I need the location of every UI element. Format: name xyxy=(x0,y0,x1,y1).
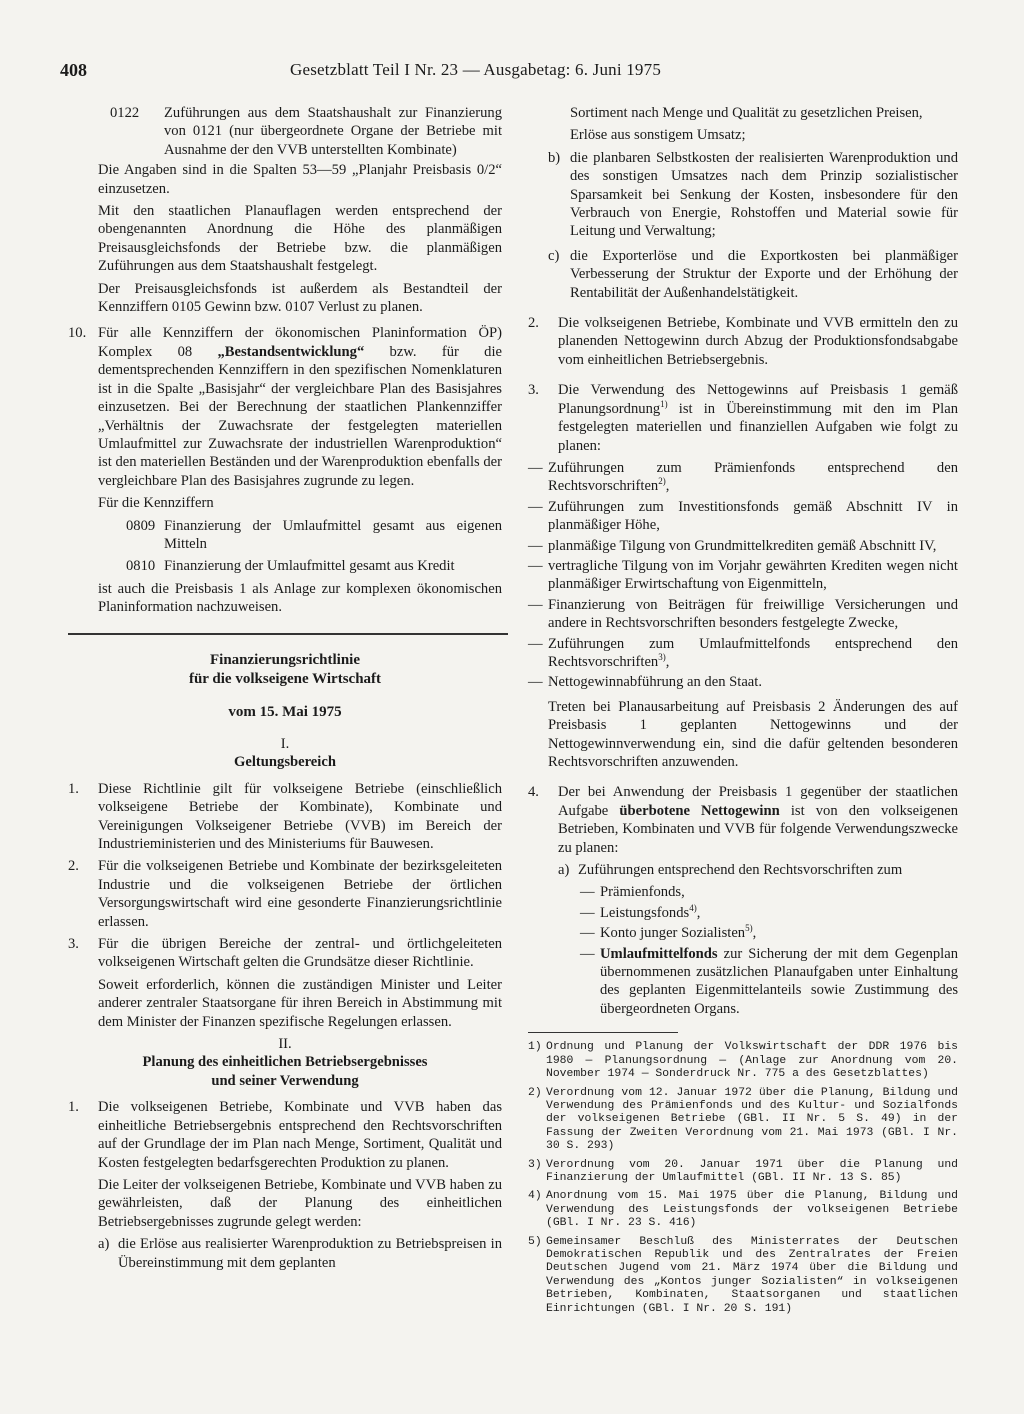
item-text: Die Leiter der volkseigenen Betriebe, Kombinate und VVB haben zu gewährleisten, daß der Planung des einheitlichen Betriebsergebnisses zugrunde gelegt werden: xyxy=(98,1176,502,1230)
footnote-ref: 2) xyxy=(658,476,666,487)
item-number: 3. xyxy=(68,936,79,953)
footnote-text: Anordnung vom 15. Mai 1975 über die Planung, Bildung und Verwendung des Leistungsfonds der volkseigenen Betriebe (GBl. I Nr. 23 S. 416) xyxy=(546,1190,958,1230)
title-line: für die volkseigene Wirtschaft xyxy=(188,670,382,687)
footnote-ref: 1) xyxy=(660,398,668,409)
sub-item-text: die Erlöse aus realisierter Warenproduktion zu Betriebspreisen in Übereinstimmung mit dem geplanten xyxy=(118,1236,502,1271)
footnote-text: Gemeinsamer Beschluß des Ministerrates der Deutschen Demokratischen Republik und des Zentralrates der Freien Deutschen Jugend vom 21. März 1974 über die Bildung und Verwendung des „Kontos junger Sozialisten“ in volkseigenen Betrieben, Kombinaten, Staatsorganen und staatlichen Einrichtungen (GBl. I Nr. 20 S. 191) xyxy=(546,1235,958,1315)
footnote-number: 5) xyxy=(528,1235,542,1248)
sub-item-text: Zuführungen entsprechend den Rechtsvorschriften zum xyxy=(578,862,903,879)
code-text: Finanzierung der Umlaufmittel gesamt aus Kredit xyxy=(164,558,455,575)
footnote-number: 1) xyxy=(528,1041,542,1054)
dash-text: Zuführungen zum Investitionsfonds gemäß Abschnitt IV in planmäßiger Höhe, xyxy=(548,498,958,534)
dash-item xyxy=(580,924,958,942)
dash-item xyxy=(528,635,958,672)
paragraph: Erlöse aus sonstigem Umsatz; xyxy=(570,127,746,144)
dash-marker: — xyxy=(528,557,543,574)
code-text: Zuführungen aus dem Staatshaushalt zur Finanzierung von 0121 (nur übergeordnete Organe der Betriebe mit Ausnahme der den VVB unterstellten Kombinate) xyxy=(164,105,502,158)
dash-text: zur Sicherung der mit dem Gegenplan übernommenen zusätzlichen Planaufgaben unter Einhaltung des geplanten Eigenmittelanteils sowie Zustimmung des übergeordneten Organs. xyxy=(600,945,958,1017)
list-item xyxy=(68,1098,502,1272)
dash-text: Finanzierung von Beiträgen für freiwillige Versicherungen und andere in Rechtsvorschriften besonders festgelegte Zwecke, xyxy=(548,596,958,632)
item-text: bzw. für die dementsprechenden Kennziffern in den spezifischen Nomenklaturen ist in die Spalte „Basisjahr“ der vergleichbare Plan des Basisjahres einzusetzen. Bei der Berechnung der staatlichen Plankennziffer „Verhältnis der Zuwachsrate der festgelegten materiellen Umlaufmittel zur Zuwachsrate der industriellen Warenproduktion“ ist den materiellen Beständen und der Warenproduktion ebenfalls der vergleichbare Plan des Basisjahres zugrunde zu legen. xyxy=(98,343,502,489)
dash-marker: — xyxy=(580,925,595,942)
sub-item-text: die planbaren Selbstkosten der realisierten Warenproduktion und des sonstigen Umsatzes nach dem Prinzip sozialistischer Sparsamkeit bei Senkung der Kosten, insbesondere für den Verbrauch von Energie, Rohstoffen und Material sowie für Leitung und Verwaltung; xyxy=(570,149,958,240)
dash-text: , xyxy=(752,925,757,942)
title-line: und seiner Verwendung xyxy=(211,1072,359,1089)
footnote xyxy=(528,1087,958,1154)
footnote-number: 4) xyxy=(528,1190,542,1203)
paragraph: Treten bei Planausarbeitung auf Preisbasis 2 Änderungen des auf Preisbasis 1 geplanten Nettogewinns und der Nettogewinnverwendung ein, sind die dafür geltenden besonderen Rechtsvorschriften anzuwenden. xyxy=(548,698,958,770)
sub-item-b xyxy=(528,149,958,241)
item-text: Soweit erforderlich, können die zuständigen Minister und Leiter anderer zentraler Staatsorgane für ihren Bereich in Abstimmung mit dem Minister der Finanzen spezifische Regelungen erlassen. xyxy=(98,976,502,1030)
section-title: Geltungsbereich xyxy=(234,754,336,771)
footnote-ref: 5) xyxy=(745,923,753,934)
item-text: ist in Übereinstimmung mit den im Plan festgelegten materiellen und finanziellen Aufgaben wie folgt zu planen: xyxy=(558,400,958,454)
paragraph: Die Angaben sind in die Spalten 53—59 „Planjahr Preisbasis 0/2“ einzusetzen. xyxy=(98,162,502,197)
sub-item-label: a) xyxy=(558,862,570,879)
code-entry-0809 xyxy=(68,517,502,554)
dash-item xyxy=(528,537,958,555)
list-item xyxy=(68,780,502,854)
code-text: Finanzierung der Umlaufmittel gesamt aus eigenen Mitteln xyxy=(164,517,502,552)
item-text: Für die Kennziffern xyxy=(98,495,214,512)
title-line: Planung des einheitlichen Betriebsergebnisses xyxy=(142,1054,428,1071)
directive-date: vom 15. Mai 1975 xyxy=(228,703,342,720)
section-number: I. xyxy=(280,735,290,752)
item-text: Der bei Anwendung der Preisbasis 1 gegenüber der staatlichen Aufgabe xyxy=(558,784,958,819)
directive-title xyxy=(68,651,502,689)
dash-text: vertragliche Tilgung von im Vorjahr gewährten Krediten wegen nicht planmäßiger Erwirtschaftung von Eigenmitteln, xyxy=(548,557,958,593)
paragraph: Der Preisausgleichsfonds ist außerdem als Bestandteil der Kennziffern 0105 Gewinn bzw. 0107 Verlust zu planen. xyxy=(98,280,502,316)
sub-item-c xyxy=(528,247,958,302)
dash-item xyxy=(528,459,958,496)
dash-marker: — xyxy=(580,884,595,901)
code-number: 0809 xyxy=(126,517,156,534)
dash-marker: — xyxy=(528,674,543,691)
dash-text: Prämienfonds, xyxy=(600,884,685,901)
section-title xyxy=(68,1053,502,1090)
footnote xyxy=(528,1236,958,1316)
sub-item-label: a) xyxy=(98,1236,110,1253)
section-number: II. xyxy=(278,1036,292,1053)
item-number: 3. xyxy=(528,382,539,399)
dash-marker: — xyxy=(580,904,595,921)
item-text: Die volkseigenen Betriebe, Kombinate und VVB ermitteln den zu planenden Nettogewinn durch Abzug der Produktionsfondsabgabe vom einheitlichen Betriebsergebnis. xyxy=(558,315,958,368)
footnotes xyxy=(528,1041,958,1316)
code-number: 0122 xyxy=(110,105,140,121)
dash-text: planmäßige Tilgung von Grundmittelkrediten gemäß Abschnitt IV, xyxy=(548,537,937,554)
dash-text: Nettogewinnabführung an den Staat. xyxy=(548,674,762,691)
sub-item-label: b) xyxy=(548,149,561,166)
footnote xyxy=(528,1041,958,1081)
sub-item-text: die Exporterlöse und die Exportkosten bei planmäßiger Verbesserung der Struktur der Exporte und der Erhöhung der Rentabilität der Außenhandelstätigkeit. xyxy=(570,247,958,301)
paragraph: Sortiment nach Menge und Qualität zu gesetzlichen Preisen, xyxy=(570,105,923,121)
sub-item xyxy=(98,1235,502,1272)
page-header xyxy=(60,60,974,86)
dash-item xyxy=(580,904,958,922)
item-number: 10. xyxy=(68,325,87,342)
dash-text: , xyxy=(665,478,670,495)
footnote-divider xyxy=(528,1032,678,1033)
footnote-text: Ordnung und Planung der Volkswirtschaft der DDR 1976 bis 1980 — Planungsordnung — (Anlage zur Anordnung vom 20. November 1974 — Sonderdruck Nr. 775 a des Gesetzblattes) xyxy=(546,1041,958,1081)
list-item-10 xyxy=(68,324,502,512)
code-number: 0810 xyxy=(126,558,156,575)
item-text: Für alle Kennziffern der ökonomischen Planinformation ÖP) Komplex 08 xyxy=(98,325,502,360)
list-item xyxy=(528,783,958,1018)
dash-marker: — xyxy=(528,459,543,476)
item-number: 1. xyxy=(68,1099,79,1116)
dash-marker: — xyxy=(580,945,595,962)
footnote xyxy=(528,1159,958,1186)
dash-marker: — xyxy=(528,596,543,613)
code-entry-0810 xyxy=(68,557,502,575)
list-item xyxy=(68,935,502,1031)
item-text: Für die volkseigenen Betriebe und Kombinate der bezirksgeleiteten Industrie und die volkseigenen Betriebe der örtlichen Versorgungswirtschaft wird eine gesonderte Finanzierungsrichtlinie erlassen. xyxy=(98,858,502,930)
item-text: Die Verwendung des Nettogewinns auf Preisbasis 1 gemäß Planungsordnung xyxy=(558,382,958,417)
right-column xyxy=(528,104,958,1321)
item-number: 1. xyxy=(68,780,79,797)
paragraph: Mit den staatlichen Planauflagen werden entsprechend der obengenannten Anordnung die Höhe des planmäßigen Preisausgleichsfonds der Betriebe bzw. die planmäßigen Zuführungen aus dem Staatshaushalt festgelegt. xyxy=(98,203,502,275)
list-item xyxy=(68,857,502,931)
emphasis-text: überbotene Nettogewinn xyxy=(619,802,780,819)
dash-text: Konto junger Sozialisten xyxy=(600,925,746,942)
dash-item xyxy=(580,883,958,901)
code-entry-0122 xyxy=(68,104,502,159)
dash-item xyxy=(580,945,958,1019)
paragraph: ist auch die Preisbasis 1 als Anlage zur komplexen ökonomischen Planinformation nachzuweisen. xyxy=(98,580,502,616)
item-text: Für die übrigen Bereiche der zentral- und örtlichgeleiteten volkseigenen Wirtschaft gelten die Grundsätze dieser Richtlinie. xyxy=(98,936,502,971)
sub-item-label: c) xyxy=(548,247,560,264)
sub-item xyxy=(558,861,958,879)
section-divider xyxy=(68,633,508,635)
dash-item xyxy=(528,557,958,594)
dash-item xyxy=(528,673,958,691)
item-number: 2. xyxy=(68,858,79,875)
dash-text: Leistungsfonds xyxy=(600,904,690,921)
dash-text: Zuführungen zum Prämienfonds entsprechend den Rechtsvorschriften xyxy=(548,459,958,495)
footnote-text: Verordnung vom 12. Januar 1972 über die Planung, Bildung und Verwendung des Prämienfonds und des Kultur- und Sozialfonds der volkseigenen Betriebe (GBl. II Nr. 5 S. 49) in der Fassung der Zweiten Verordnung vom 21. Mai 1973 (GBl. I Nr. 30 S. 293) xyxy=(546,1086,958,1153)
list-item xyxy=(528,381,958,455)
footnote-number: 3) xyxy=(528,1158,542,1171)
footnote-ref: 3) xyxy=(658,652,666,663)
item-text: ist von den volkseigenen Betrieben, Kombinaten und VVB für folgende Verwendungszwecke zu planen: xyxy=(558,802,958,856)
item-text: Die volkseigenen Betriebe, Kombinate und VVB haben das einheitliche Betriebsergebnis entsprechend den Rechtsvorschriften auf der Grundlage der im Plan nach Menge, Sortiment, Qualität und Kosten festgelegten bedarfsgerechten Produktion zu planen. xyxy=(98,1099,502,1171)
list-item xyxy=(528,314,958,369)
dash-item xyxy=(528,498,958,535)
dash-marker: — xyxy=(528,498,543,515)
page-number: 408 xyxy=(60,60,87,80)
emphasis-text: „Bestandsentwicklung“ xyxy=(217,343,365,360)
dash-text: , xyxy=(696,904,701,921)
footnote xyxy=(528,1190,958,1230)
running-title: Gesetzblatt Teil I Nr. 23 — Ausgabetag: 6. Juni 1975 xyxy=(290,60,662,79)
footnote-text: Verordnung vom 20. Januar 1971 über die Planung und Finanzierung der Umlaufmittel (GBl. II Nr. 13 S. 85) xyxy=(546,1158,958,1184)
dash-text: Zuführungen zum Umlaufmittelfonds entsprechend den Rechtsvorschriften xyxy=(548,635,958,670)
item-number: 2. xyxy=(528,315,539,332)
dash-marker: — xyxy=(528,537,543,554)
footnote-ref: 4) xyxy=(689,902,697,913)
dash-item xyxy=(528,596,958,633)
emphasis-text: Umlaufmittelfonds xyxy=(600,945,718,962)
dash-marker: — xyxy=(528,635,543,652)
item-text: Diese Richtlinie gilt für volkseigene Betriebe (einschließlich volkseigene Betriebe der Kombinate), Kombinate und Vereinigungen Volkseigener Betriebe (VVB) im Bereich der Industrieministerien und des Ministeriums für Bauwesen. xyxy=(98,780,502,852)
footnote-number: 2) xyxy=(528,1086,542,1099)
item-number: 4. xyxy=(528,784,539,801)
dash-text: , xyxy=(665,653,670,670)
left-column xyxy=(68,104,502,1276)
title-line: Finanzierungsrichtlinie xyxy=(210,651,360,668)
